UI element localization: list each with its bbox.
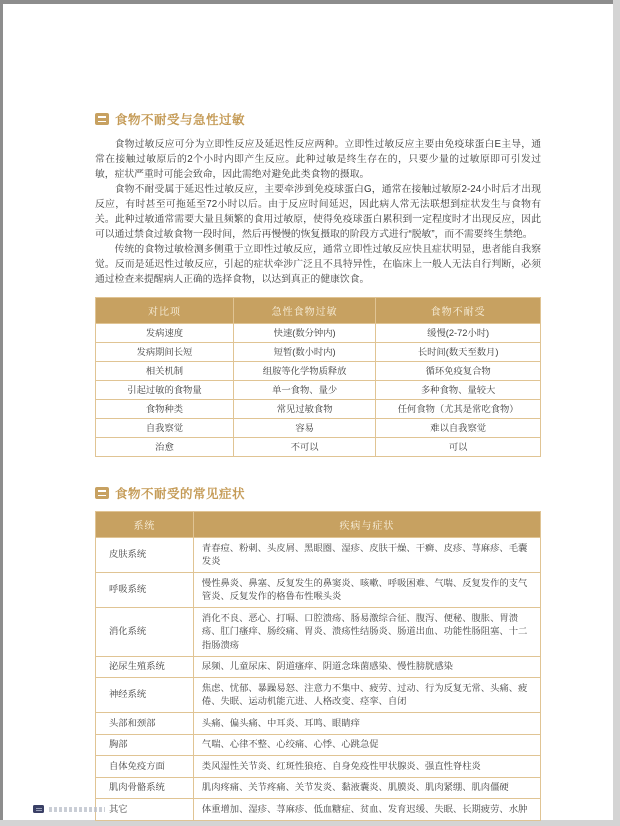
table-cell: 不可以: [233, 438, 375, 457]
table-cell: 慢性鼻炎、鼻塞、反复发生的鼻窦炎、咳嗽、呼吸困难、气喘、反复发作的支气管炎、反复发作的格鲁布性喉头炎: [193, 573, 540, 608]
table-header-cell: 疾病与症状: [193, 512, 540, 538]
table-row: [96, 608, 541, 657]
table-cell: 容易: [233, 419, 375, 438]
table-cell: 单一食物、量少: [233, 381, 375, 400]
table-cell: 泌尿生殖系统: [96, 656, 194, 678]
table-cell: 引起过敏的食物量: [96, 381, 234, 400]
list-icon: [95, 113, 109, 125]
table-row: [96, 362, 541, 381]
table-row: [96, 538, 541, 573]
table-header-row: [96, 512, 541, 538]
table-header-cell: 食物不耐受: [376, 298, 541, 324]
table-cell: 类风湿性关节炎、红斑性狼疮、自身免疫性甲状腺炎、强直性脊柱炎: [193, 756, 540, 778]
table-row: [96, 573, 541, 608]
table-cell: 自体免疫方面: [96, 756, 194, 778]
brand-logo-icon: [33, 805, 44, 813]
table-cell: 焦虑、忧郁、暴躁易怒、注意力不集中、疲劳、过动、行为反复无常、头痛、疲倦、失眠、运动机能亢进、人格改变、痉挛、自闭: [193, 678, 540, 713]
table-row: [96, 777, 541, 799]
intro-paragraphs: [95, 137, 541, 287]
section-title: 食物不耐受与急性过敏: [115, 113, 246, 127]
table-header-row: [96, 298, 541, 324]
table-row: [96, 678, 541, 713]
table-cell: 肌肉疼痛、关节疼痛、关节发炎、黏液囊炎、肌膜炎、肌肉紧绷、肌肉僵硬: [193, 777, 540, 799]
section-header-1: [95, 110, 541, 128]
comparison-table: [95, 297, 541, 457]
table-cell: 其它: [96, 799, 194, 821]
table-cell: 常见过敏食物: [233, 400, 375, 419]
table-cell: 自我察觉: [96, 419, 234, 438]
table-cell: 尿频、儿童尿床、阴道瘙痒、阴道念珠菌感染、慢性膀胱感染: [193, 656, 540, 678]
section-header-2: [95, 484, 541, 502]
table-cell: 快速(数分钟内): [233, 324, 375, 343]
table-cell: 皮肤系统: [96, 538, 194, 573]
page-content: [95, 110, 541, 821]
table-row: [96, 324, 541, 343]
paragraph: 食物不耐受属于延迟性过敏反应，主要牵涉到免疫球蛋白G，通常在接触过敏原2-24小时后才出现反应，有时甚至可拖延至72小时以后。由于反应时间延迟，因此病人常无法联想到症状发生与食物有关。此种过敏通常需要大量且频繁的食用过敏原，使得免疫球蛋白累积到一定程度时才出现反应，因此可以通过禁食过敏食物一段时间，然后再慢慢的恢复摄取的阶段方式进行“脱敏”，而不需要终生禁绝。: [95, 184, 541, 240]
table-cell: 肌肉骨骼系统: [96, 777, 194, 799]
symptoms-table: [95, 511, 541, 821]
table-cell: 青春痘、粉刺、头皮屑、黑眼圈、湿疹、皮肤干燥、干癣、皮疹、荨麻疹、毛囊发炎: [193, 538, 540, 573]
table-cell: 组胺等化学物质释放: [233, 362, 375, 381]
table-row: [96, 343, 541, 362]
table-row: [96, 734, 541, 756]
table-header-cell: 系统: [96, 512, 194, 538]
table-cell: 可以: [376, 438, 541, 457]
table-cell: 体重增加、湿疹、荨麻疹、低血糖症、贫血、发育迟缓、失眠、长期疲劳、水肿: [193, 799, 540, 821]
paragraph: 食物过敏反应可分为立即性反应及延迟性反应两种。立即性过敏反应主要由免疫球蛋白E主导，通常在接触过敏原后的2个小时内即产生反应。此种过敏是终生存在的，只要少量的过敏原即可引发过敏，症状严重时可能会致命，因此需绝对避免此类食物的摄取。: [95, 139, 541, 180]
table-cell: 发病速度: [96, 324, 234, 343]
page-footer: [33, 805, 105, 813]
table-cell: 头部和颈部: [96, 713, 194, 735]
paragraph: 传统的食物过敏检测多侧重于立即性过敏反应，通常立即性过敏反应快且症状明显，患者能自我察觉。反而是延迟性过敏反应，引起的症状牵涉广泛且不具特异性，在临床上一般人无法自行判断，必须通过检查来提醒病人正确的选择食物，以达到真正的健康饮食。: [95, 244, 541, 285]
table-row: [96, 400, 541, 419]
table-row: [96, 419, 541, 438]
table-cell: 气喘、心律不整、心绞痛、心悸、心跳急促: [193, 734, 540, 756]
table-cell: 循环免疫复合物: [376, 362, 541, 381]
section-title: 食物不耐受的常见症状: [115, 487, 246, 501]
table-header-cell: 对比项: [96, 298, 234, 324]
table-cell: 头痛、偏头痛、中耳炎、耳鸣、眼睛痒: [193, 713, 540, 735]
list-icon: [95, 487, 109, 499]
table-cell: 消化系统: [96, 608, 194, 657]
table-row: [96, 381, 541, 400]
table-row: [96, 756, 541, 778]
table-cell: 食物种类: [96, 400, 234, 419]
table-cell: 短暂(数小时内): [233, 343, 375, 362]
table-cell: 神经系统: [96, 678, 194, 713]
table-cell: 治愈: [96, 438, 234, 457]
table-row: [96, 656, 541, 678]
table-cell: 缓慢(2-72小时): [376, 324, 541, 343]
table-header-cell: 急性食物过敏: [233, 298, 375, 324]
table-cell: 相关机制: [96, 362, 234, 381]
table-row: [96, 438, 541, 457]
footer-brand-text: [49, 807, 105, 812]
table-cell: 呼吸系统: [96, 573, 194, 608]
table-row: [96, 713, 541, 735]
table-cell: 难以自我察觉: [376, 419, 541, 438]
table-cell: 发病期间长短: [96, 343, 234, 362]
table-row: [96, 799, 541, 821]
table-cell: 胸部: [96, 734, 194, 756]
table-cell: 消化不良、恶心、打嗝、口腔溃疡、肠易激综合征、腹泻、便秘、腹胀、胃溃疡、肛门瘙痒、肠绞痛、胃炎、溃疡性结肠炎、肠道出血、功能性肠阻塞、十二指肠溃疡: [193, 608, 540, 657]
table-cell: 多种食物、量较大: [376, 381, 541, 400]
table-cell: 任何食物（尤其是常吃食物）: [376, 400, 541, 419]
table-cell: 长时间(数天至数月): [376, 343, 541, 362]
